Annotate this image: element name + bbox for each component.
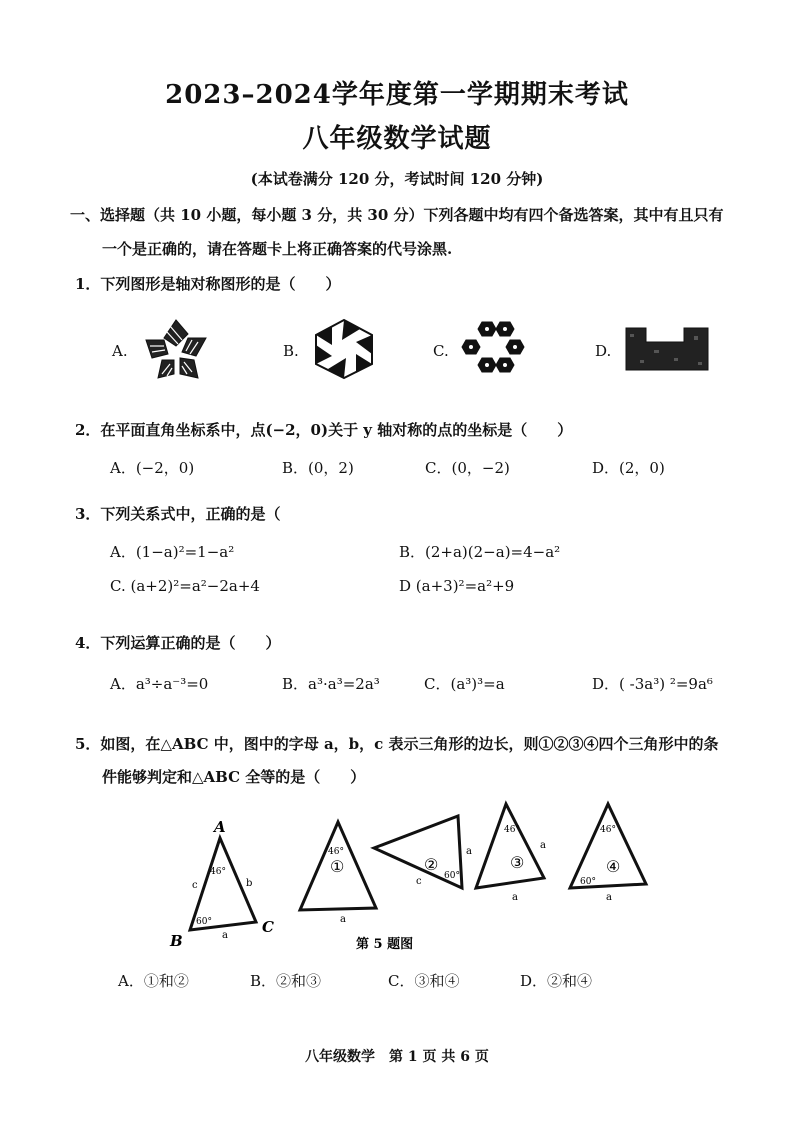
q5-option-b: B．②和③	[250, 972, 322, 990]
page-footer: 八年级数学 第 1 页 共 6 页	[305, 1049, 489, 1065]
label-vertex-b: B	[170, 932, 183, 950]
t3-side-a-bottom: a	[512, 892, 518, 903]
section1-line1: 一、选择题（共 10 小题，每小题 3 分，共 30 分）下列各题中均有四个备选答案，其中有且只有	[70, 206, 724, 224]
t1-angle-46: 46°	[328, 847, 344, 857]
q5-option-c: C．③和④	[388, 972, 460, 990]
figure5-caption: 第 5 题图	[356, 937, 414, 952]
t2-side-c: c	[416, 876, 422, 887]
q5-figure	[160, 796, 660, 960]
q5-option-d: D．②和④	[520, 972, 593, 990]
q1-option-d-label: D.	[595, 342, 612, 360]
abc-side-b: b	[246, 878, 253, 889]
t4-angle-60: 60°	[580, 877, 596, 887]
exam-subtitle: 八年级数学试题	[302, 124, 492, 154]
q1-figure-d-block	[624, 324, 712, 374]
t4-number: ④	[606, 857, 621, 876]
t2-side-a: a	[466, 846, 472, 857]
label-vertex-a: A	[214, 818, 226, 836]
q3-stem: 3．下列关系式中，正确的是（	[75, 505, 281, 523]
triangle-1	[300, 822, 376, 925]
q2-stem: 2．在平面直角坐标系中，点(−2，0)关于 y 轴对称的点的坐标是（ ）	[75, 421, 573, 439]
q5-option-a: A．①和②	[118, 972, 189, 990]
q5-stem-line2: 件能够判定和△ABC 全等的是（ ）	[102, 768, 366, 786]
q4-option-d: D．( -3a³) ²=9a⁶	[592, 675, 713, 693]
q5-stem-line1: 5．如图，在△ABC 中，图中的字母 a，b，c 表示三角形的边长，则①②③④四个三角形中的条	[75, 735, 719, 753]
q3-option-c: C. (a+2)²=a²−2a+4	[110, 577, 260, 595]
q3-option-a: A．(1−a)²=1−a²	[110, 543, 235, 561]
q4-option-b: B．a³·a³=2a³	[282, 675, 380, 693]
abc-side-a: a	[222, 930, 228, 941]
triangle-3	[476, 804, 546, 903]
t3-number: ③	[510, 853, 525, 872]
q4-option-a: A．a³÷a⁻³=0	[110, 675, 209, 693]
label-vertex-c: C	[262, 918, 274, 936]
t3-side-a: a	[540, 840, 546, 851]
q2-option-a: A．(−2，0)	[110, 459, 195, 477]
q1-option-a-label: A.	[112, 342, 128, 360]
q1-option-b-label: B.	[283, 342, 299, 360]
section1-line2: 一个是正确的，请在答题卡上将正确答案的代号涂黑.	[102, 240, 453, 258]
t4-angle-46: 46°	[600, 825, 616, 835]
t2-angle-60: 60°	[444, 871, 460, 881]
t4-side-a: a	[606, 892, 612, 903]
q1-figure-c-hexagons	[460, 318, 526, 380]
triangle-2	[374, 816, 472, 888]
exam-title: 2023–2024学年度第一学期期末考试	[165, 80, 629, 110]
q1-figure-a-pinwheel	[140, 316, 212, 386]
abc-side-c: c	[192, 880, 198, 891]
t3-angle-46: 46°	[504, 825, 520, 835]
q2-option-b: B．(0，2)	[282, 459, 354, 477]
triangle-4	[570, 804, 646, 903]
q1-figure-b-hexagon	[312, 318, 376, 380]
t2-number: ②	[424, 855, 439, 874]
q2-option-d: D．(2，0)	[592, 459, 665, 477]
t1-side-a: a	[340, 914, 346, 925]
q1-stem: 1．下列图形是轴对称图形的是（ ）	[75, 275, 341, 293]
q4-stem: 4．下列运算正确的是（ ）	[75, 634, 281, 652]
q3-option-b: B．(2+a)(2−a)=4−a²	[399, 543, 561, 561]
triangle-abc	[169, 818, 274, 950]
t1-number: ①	[330, 857, 345, 876]
q1-option-c-label: C.	[433, 342, 449, 360]
abc-angle-60: 60°	[196, 917, 212, 927]
q4-option-c: C．(a³)³=a	[424, 675, 505, 693]
q2-option-c: C．(0，−2)	[425, 459, 510, 477]
exam-info: (本试卷满分 120 分，考试时间 120 分钟)	[250, 170, 544, 188]
abc-angle-46: 46°	[210, 867, 226, 877]
q3-option-d: D (a+3)²=a²+9	[399, 577, 515, 595]
